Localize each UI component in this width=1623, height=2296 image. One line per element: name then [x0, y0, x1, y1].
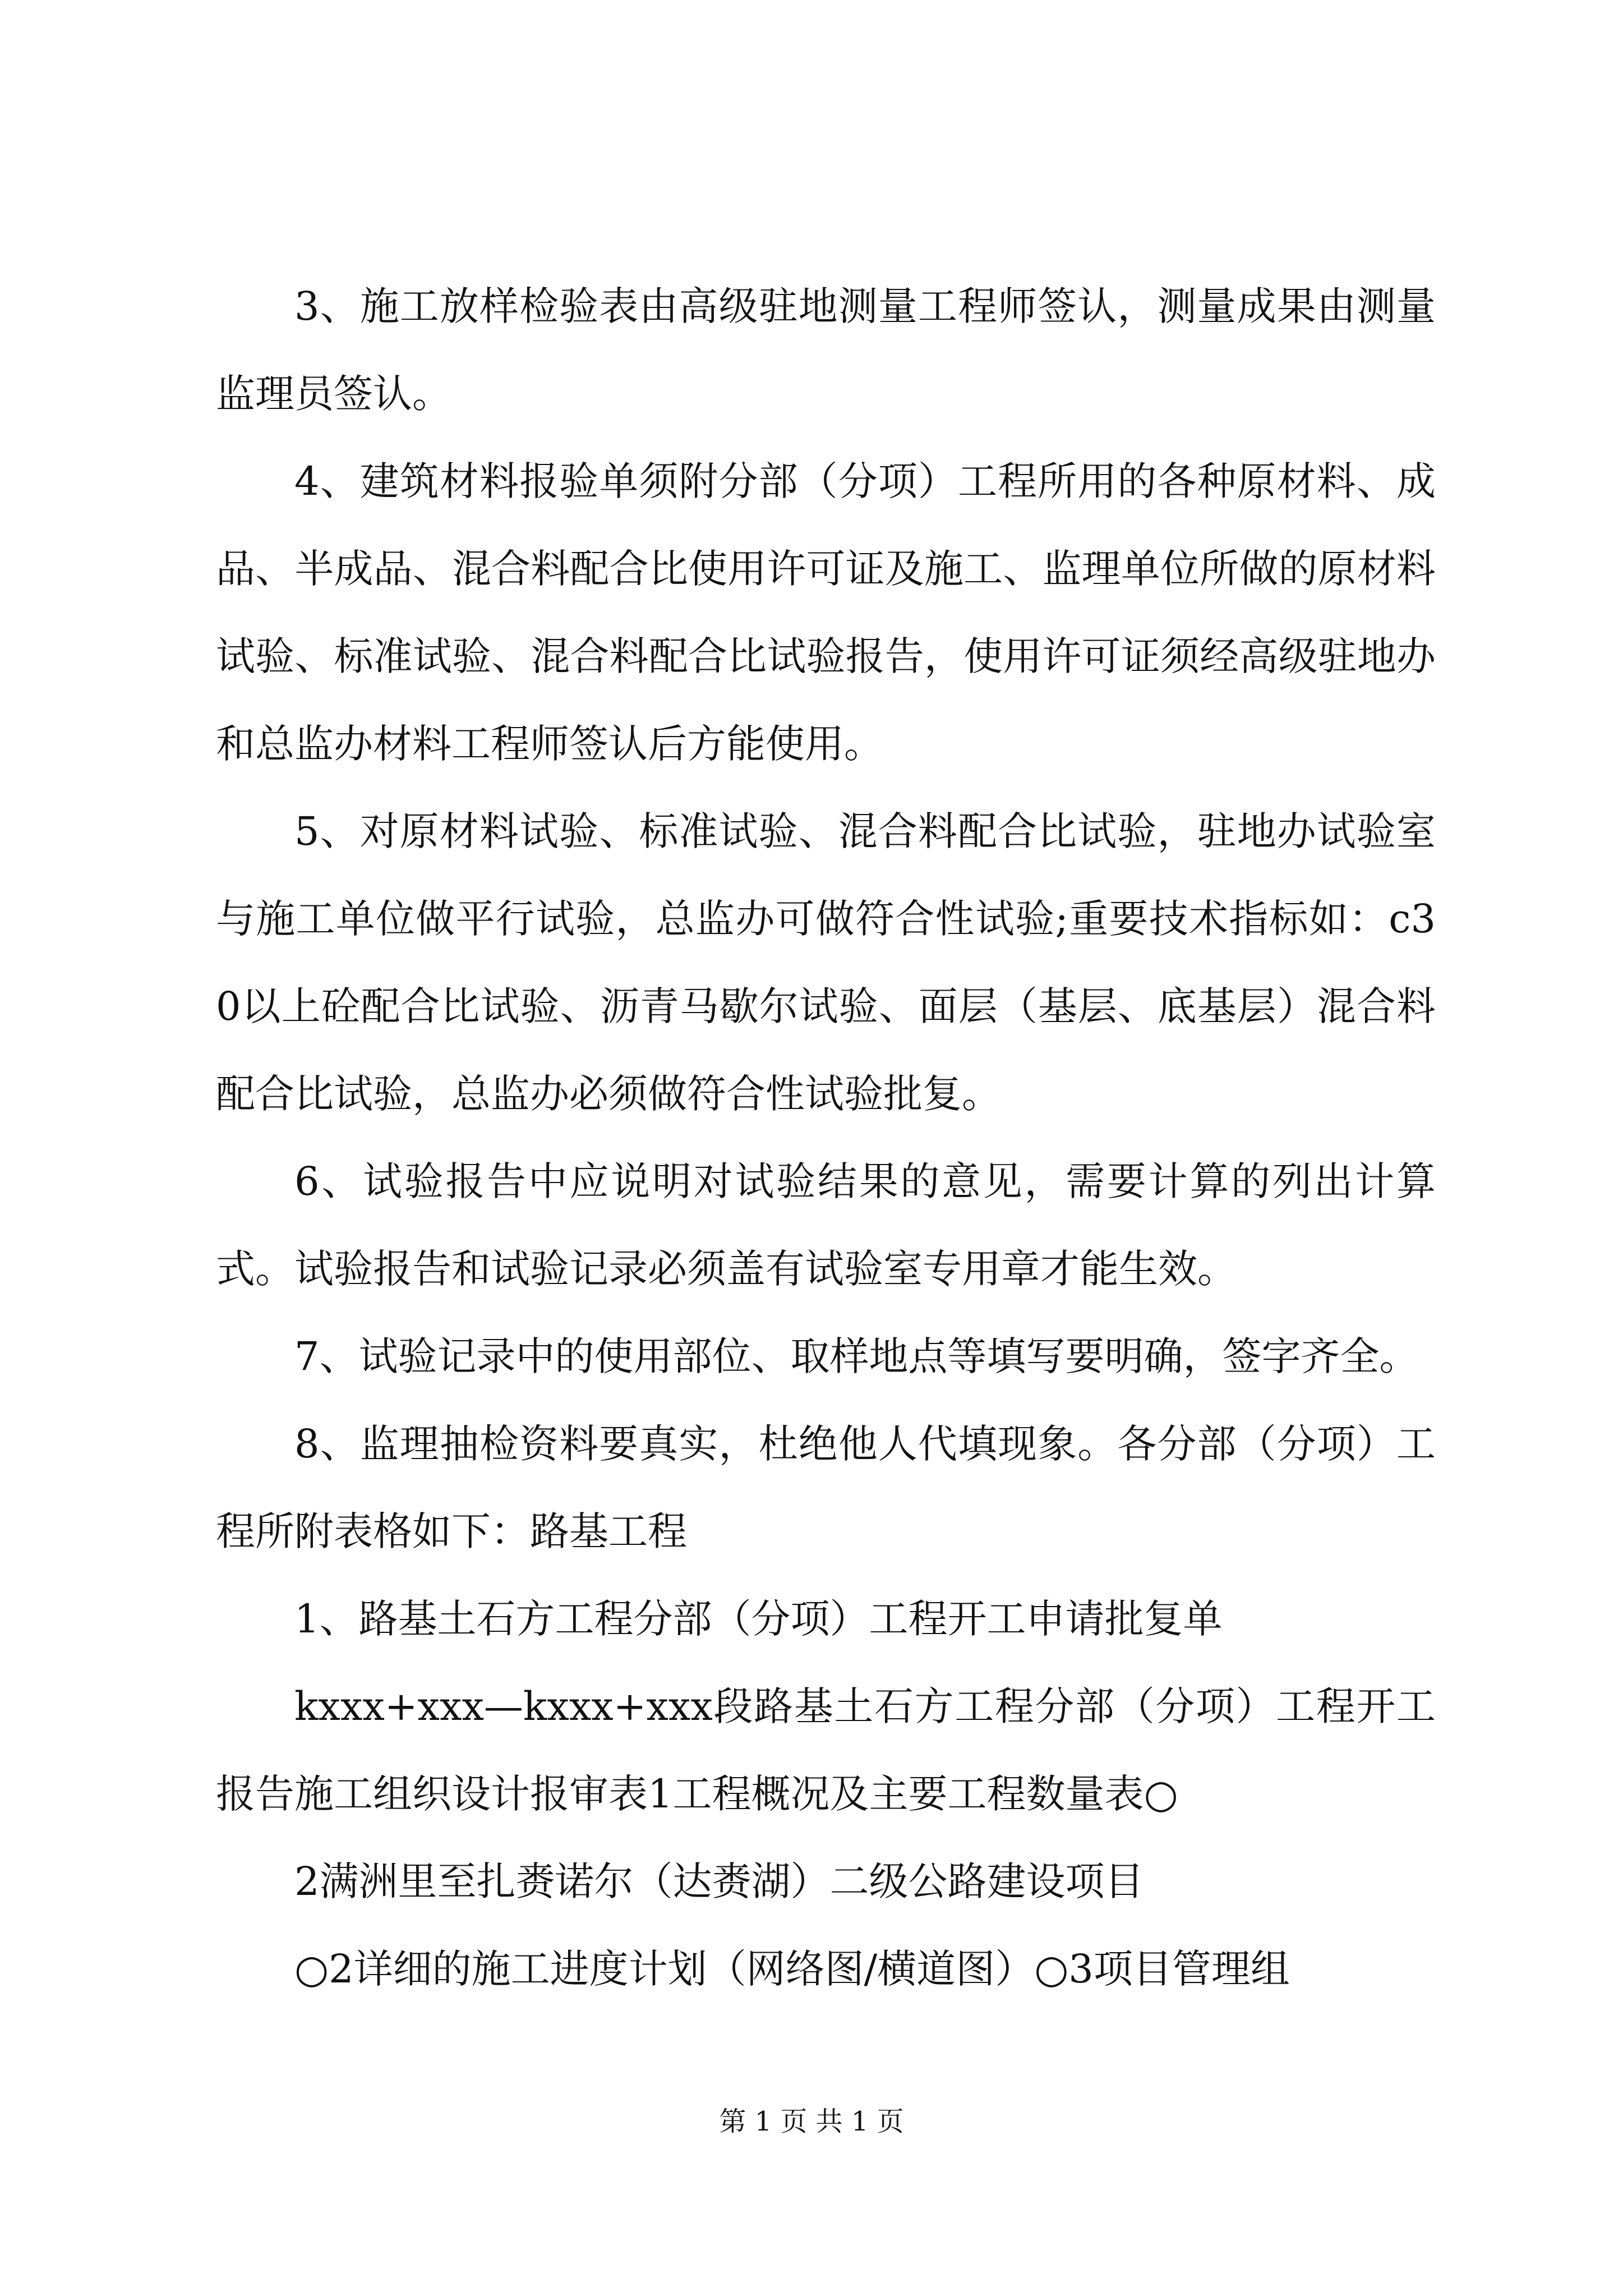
page-footer: 第 1 页 共 1 页 — [719, 2106, 904, 2137]
paragraph-project-name: 2满洲里至扎赉诺尔（达赉湖）二级公路建设项目 — [294, 1858, 1144, 1904]
paragraph-5: 5、对原材料试验、标准试验、混合料配合比试验，驻地办试验室与施工单位做平行试验，总监办可做符合性试验;重要技术指标如：c30以上砼配合比试验、沥青马歇尔试验、面层（基层、底基层）混合料配合比试验，总监办必须做符合性试验批复。 — [216, 808, 1436, 1117]
paragraph-roadbed-1: 1、路基土石方工程分部（分项）工程开工申请批复单 — [294, 1596, 1223, 1642]
paragraph-section-report: kxxx+xxx—kxxx+xxx段路基土石方工程分部（分项）工程开工报告施工组织设计报审表1工程概况及主要工程数量表○ — [216, 1683, 1436, 1817]
document-body — [216, 263, 1436, 2013]
paragraph-schedule: ○2详细的施工进度计划（网络图/横道图）○3项目管理组 — [294, 1946, 1290, 1992]
paragraph-3: 3、施工放样检验表由高级驻地测量工程师签认，测量成果由测量监理员签认。 — [216, 283, 1436, 417]
paragraph-7: 7、试验记录中的使用部位、取样地点等填写要明确，签字齐全。 — [294, 1333, 1419, 1379]
paragraph-6: 6、试验报告中应说明对试验结果的意见，需要计算的列出计算式。试验报告和试验记录必须盖有试验室专用章才能生效。 — [216, 1158, 1436, 1292]
paragraph-4: 4、建筑材料报验单须附分部（分项）工程所用的各种原材料、成品、半成品、混合料配合比使用许可证及施工、监理单位所做的原材料试验、标准试验、混合料配合比试验报告，使用许可证须经高级驻地办和总监办材料工程师签认后方能使用。 — [216, 458, 1436, 767]
paragraph-8: 8、监理抽检资料要真实，杜绝他人代填现象。各分部（分项）工程所附表格如下：路基工程 — [216, 1421, 1436, 1554]
